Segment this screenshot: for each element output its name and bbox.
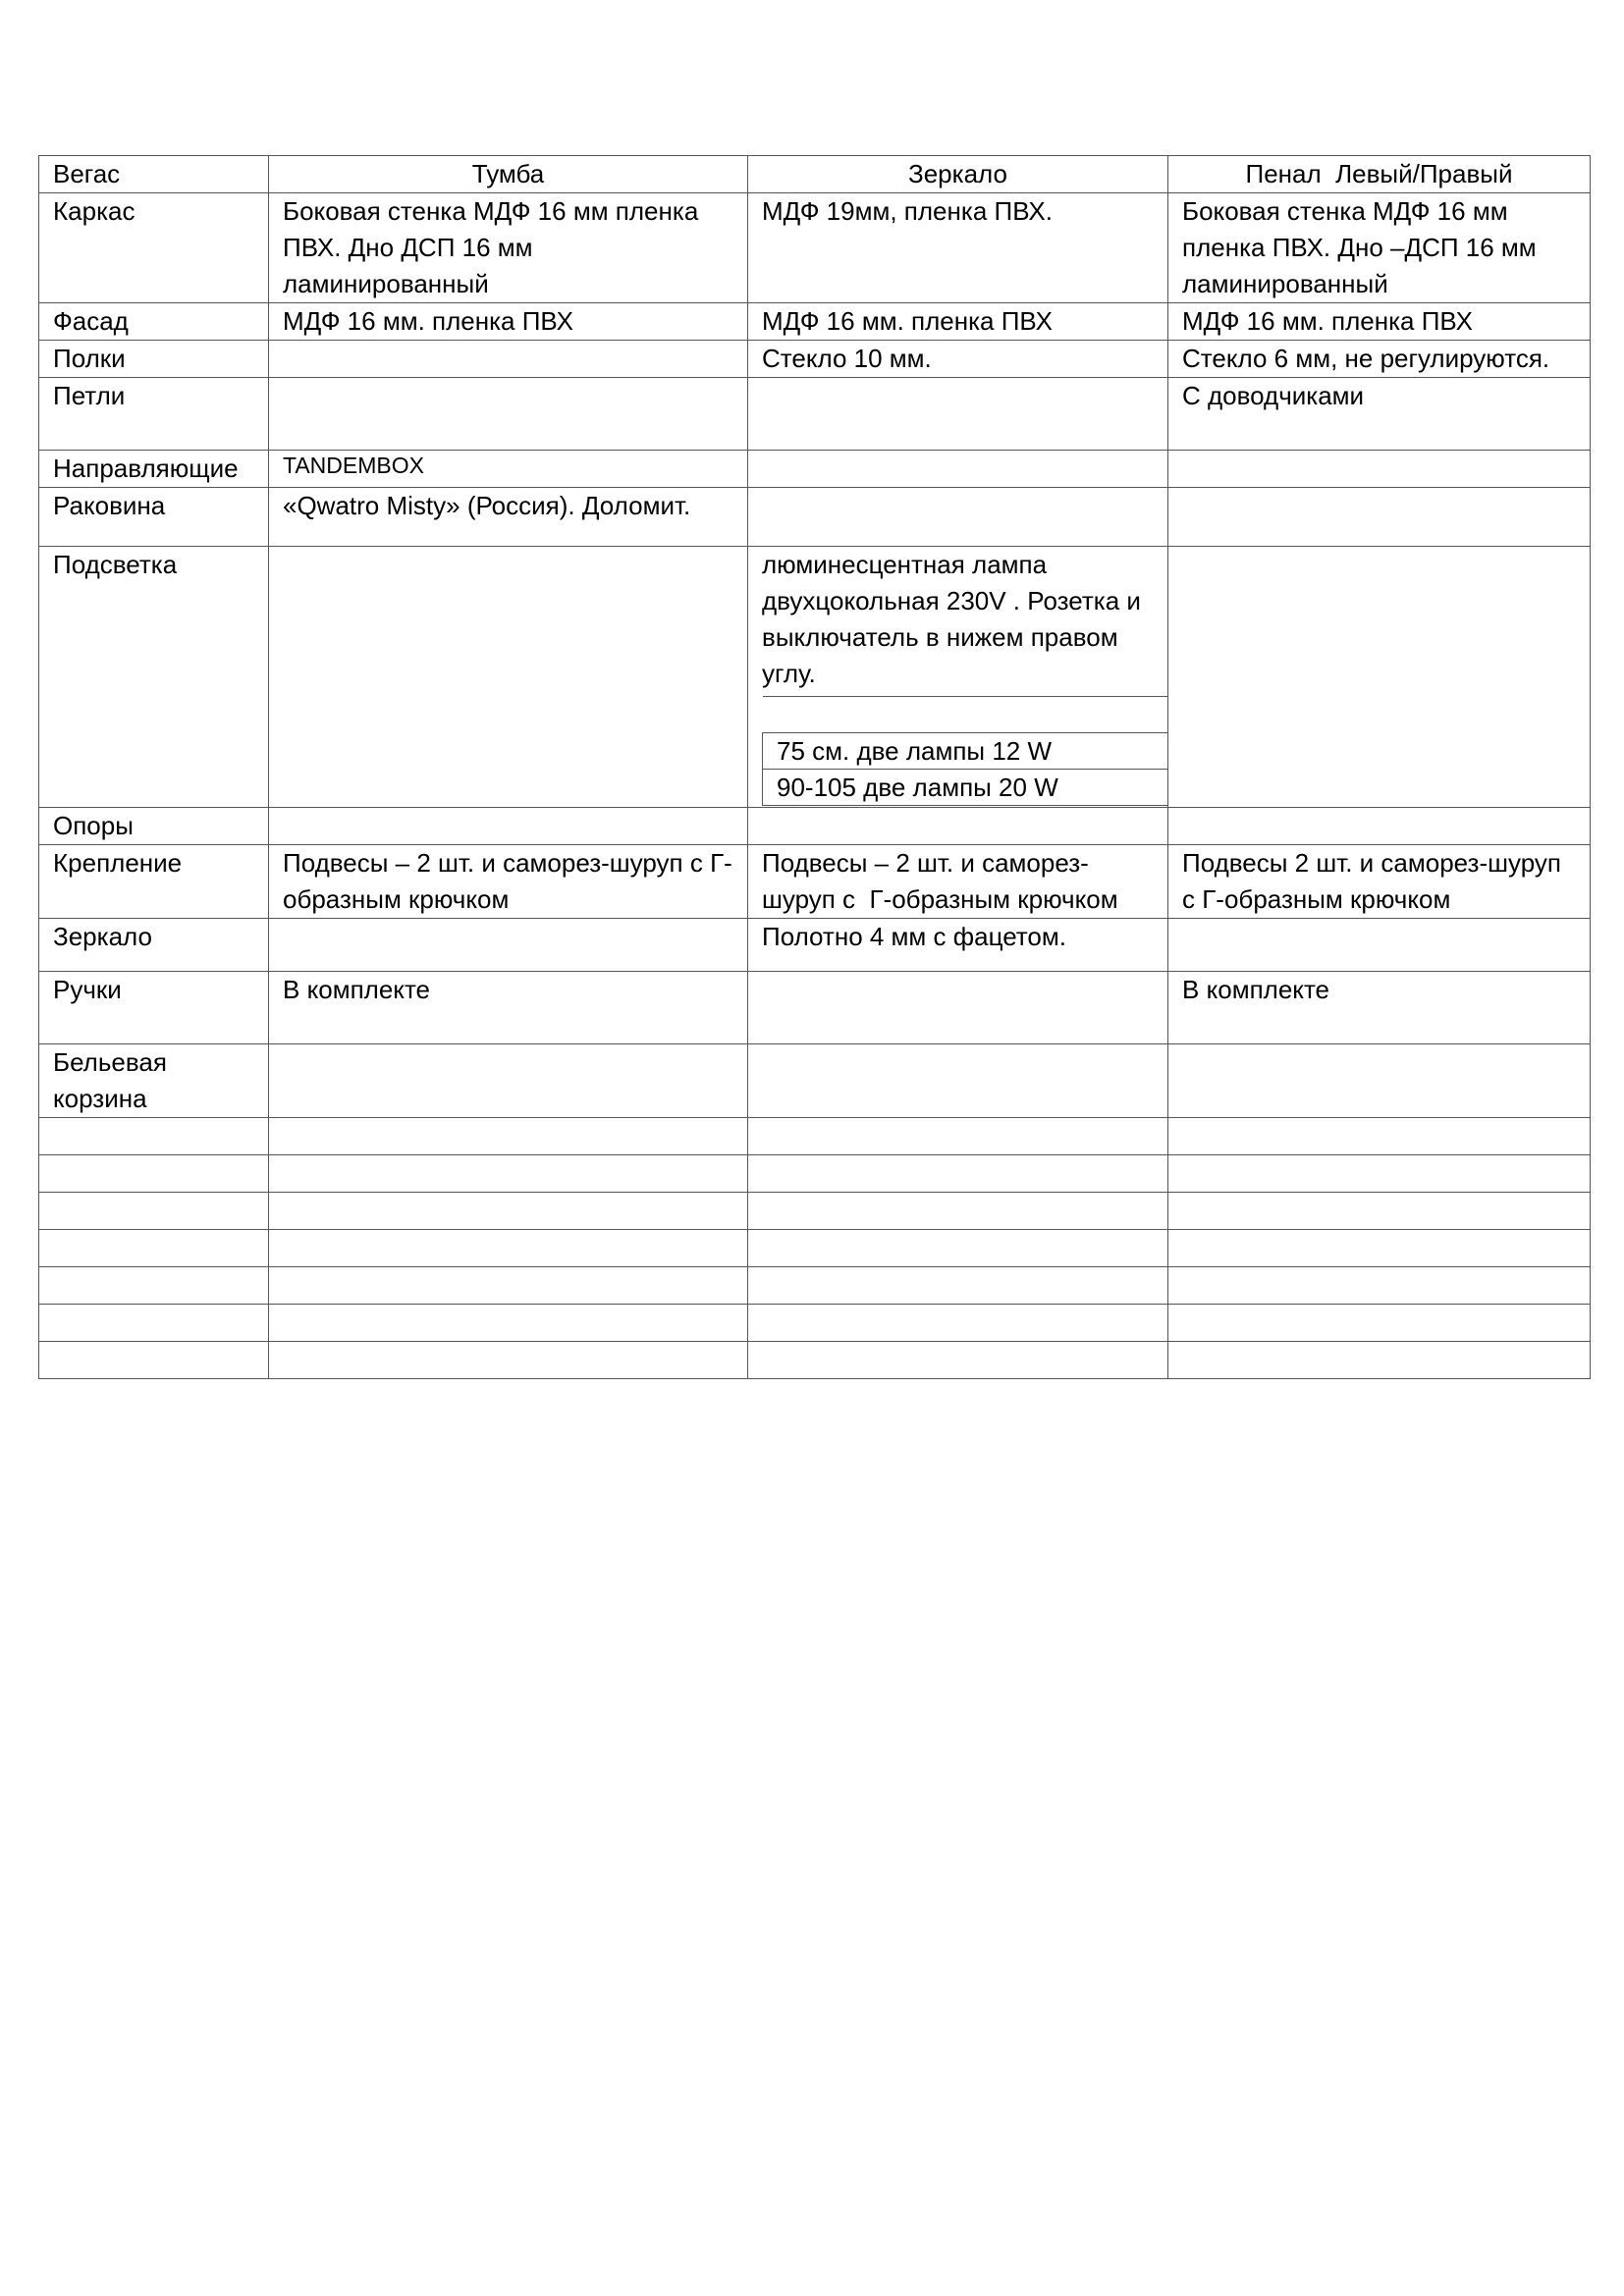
empty-row [39, 1155, 1591, 1193]
header-row [39, 156, 1591, 193]
cell-zerkalo [748, 1044, 1168, 1118]
lamp-row [763, 697, 1168, 733]
cell-penal: Боковая стенка МДФ 16 мм пленка ПВХ. Дно –ДСП 16 мм ламинированный [1168, 193, 1591, 303]
empty-cell [39, 1342, 269, 1379]
empty-cell [1168, 1230, 1591, 1267]
lamp-cell: 75 см. две лампы 12 W [763, 733, 1168, 770]
empty-row [39, 1305, 1591, 1342]
cell-zerkalo: МДФ 16 мм. пленка ПВХ [748, 303, 1168, 341]
empty-cell [1168, 1193, 1591, 1230]
lamp-cell: 90-105 две лампы 20 W [763, 770, 1168, 806]
row-label: Фасад [39, 303, 269, 341]
empty-cell [1168, 1305, 1591, 1342]
row-label: Крепление [39, 845, 269, 919]
empty-cell [1168, 1118, 1591, 1155]
cell-penal [1168, 451, 1591, 488]
empty-row [39, 1267, 1591, 1305]
empty-row [39, 1230, 1591, 1267]
cell-zerkalo [748, 378, 1168, 451]
spec-table [38, 155, 1591, 1379]
cell-tumba: Боковая стенка МДФ 16 мм пленка ПВХ. Дно ДСП 16 мм ламинированный [269, 193, 748, 303]
cell-tumba: «Qwatro Misty» (Россия). Доломит. [269, 488, 748, 547]
row-label: Направляющие [39, 451, 269, 488]
table-row [39, 193, 1591, 303]
header-cell-zerkalo: Зеркало [748, 156, 1168, 193]
cell-zerkalo: Стекло 10 мм. [748, 341, 1168, 378]
empty-row [39, 1118, 1591, 1155]
empty-cell [269, 1118, 748, 1155]
table-row [39, 488, 1591, 547]
cell-penal: С доводчиками [1168, 378, 1591, 451]
empty-cell [39, 1155, 269, 1193]
empty-cell [748, 1118, 1168, 1155]
cell-penal: Стекло 6 мм, не регулируются. [1168, 341, 1591, 378]
table-row [39, 451, 1591, 488]
empty-row [39, 1193, 1591, 1230]
empty-cell [39, 1118, 269, 1155]
cell-tumba: TANDEMBOX [269, 451, 748, 488]
row-label: Полки [39, 341, 269, 378]
cell-penal [1168, 808, 1591, 845]
cell-tumba [269, 378, 748, 451]
cell-tumba [269, 547, 748, 808]
row-label: Зеркало [39, 919, 269, 972]
cell-zerkalo [748, 808, 1168, 845]
row-label: Бельевая корзина [39, 1044, 269, 1118]
empty-cell [1168, 1267, 1591, 1305]
empty-cell [269, 1305, 748, 1342]
cell-penal: Подвесы 2 шт. и саморез-шуруп с Г-образным крючком [1168, 845, 1591, 919]
empty-cell [1168, 1342, 1591, 1379]
cell-penal: В комплекте [1168, 972, 1591, 1044]
table-row [39, 808, 1591, 845]
header-cell-penal: Пенал Левый/Правый [1168, 156, 1591, 193]
lighting-description: люминесцентная лампа двухцокольная 230V . Розетка и выключатель в нижем правом углу. [762, 550, 1141, 688]
table-row [39, 919, 1591, 972]
table-row [39, 1044, 1591, 1118]
cell-tumba [269, 808, 748, 845]
cell-tumba [269, 341, 748, 378]
empty-cell [748, 1155, 1168, 1193]
row-label: Подсветка [39, 547, 269, 808]
row-label: Каркас [39, 193, 269, 303]
row-label: Раковина [39, 488, 269, 547]
lamp-row [763, 733, 1168, 770]
empty-row [39, 1342, 1591, 1379]
cell-penal [1168, 488, 1591, 547]
empty-cell [269, 1342, 748, 1379]
cell-penal: МДФ 16 мм. пленка ПВХ [1168, 303, 1591, 341]
empty-cell [269, 1230, 748, 1267]
empty-cell [39, 1305, 269, 1342]
cell-tumba: МДФ 16 мм. пленка ПВХ [269, 303, 748, 341]
cell-tumba: Подвесы – 2 шт. и саморез-шуруп с Г-образным крючком [269, 845, 748, 919]
lamp-cell [763, 697, 1168, 733]
empty-cell [748, 1305, 1168, 1342]
row-label: Петли [39, 378, 269, 451]
cell-penal [1168, 1044, 1591, 1118]
empty-cell [39, 1230, 269, 1267]
empty-cell [269, 1155, 748, 1193]
table-row [39, 972, 1591, 1044]
table-row [39, 341, 1591, 378]
cell-zerkalo [748, 972, 1168, 1044]
table-row [39, 303, 1591, 341]
empty-cell [748, 1193, 1168, 1230]
cell-zerkalo: МДФ 19мм, пленка ПВХ. [748, 193, 1168, 303]
lamp-row [763, 770, 1168, 806]
lamp-options-table [762, 696, 1168, 806]
cell-tumba [269, 1044, 748, 1118]
empty-cell [748, 1267, 1168, 1305]
row-label: Ручки [39, 972, 269, 1044]
empty-cell [269, 1267, 748, 1305]
empty-cell [748, 1230, 1168, 1267]
empty-cell [39, 1193, 269, 1230]
cell-penal [1168, 919, 1591, 972]
cell-tumba [269, 919, 748, 972]
cell-zerkalo [748, 451, 1168, 488]
table-row [39, 378, 1591, 451]
header-cell-tumba: Тумба [269, 156, 748, 193]
empty-cell [269, 1193, 748, 1230]
row-label: Опоры [39, 808, 269, 845]
cell-penal [1168, 547, 1591, 808]
cell-zerkalo: Полотно 4 мм с фацетом. [748, 919, 1168, 972]
empty-cell [748, 1342, 1168, 1379]
table-row [39, 845, 1591, 919]
empty-cell [39, 1267, 269, 1305]
empty-cell [1168, 1155, 1591, 1193]
cell-zerkalo [748, 547, 1168, 808]
cell-zerkalo [748, 488, 1168, 547]
cell-zerkalo: Подвесы – 2 шт. и саморез-шуруп с Г-образным крючком [748, 845, 1168, 919]
header-cell-vegas: Вегас [39, 156, 269, 193]
table-row [39, 547, 1591, 808]
cell-tumba: В комплекте [269, 972, 748, 1044]
